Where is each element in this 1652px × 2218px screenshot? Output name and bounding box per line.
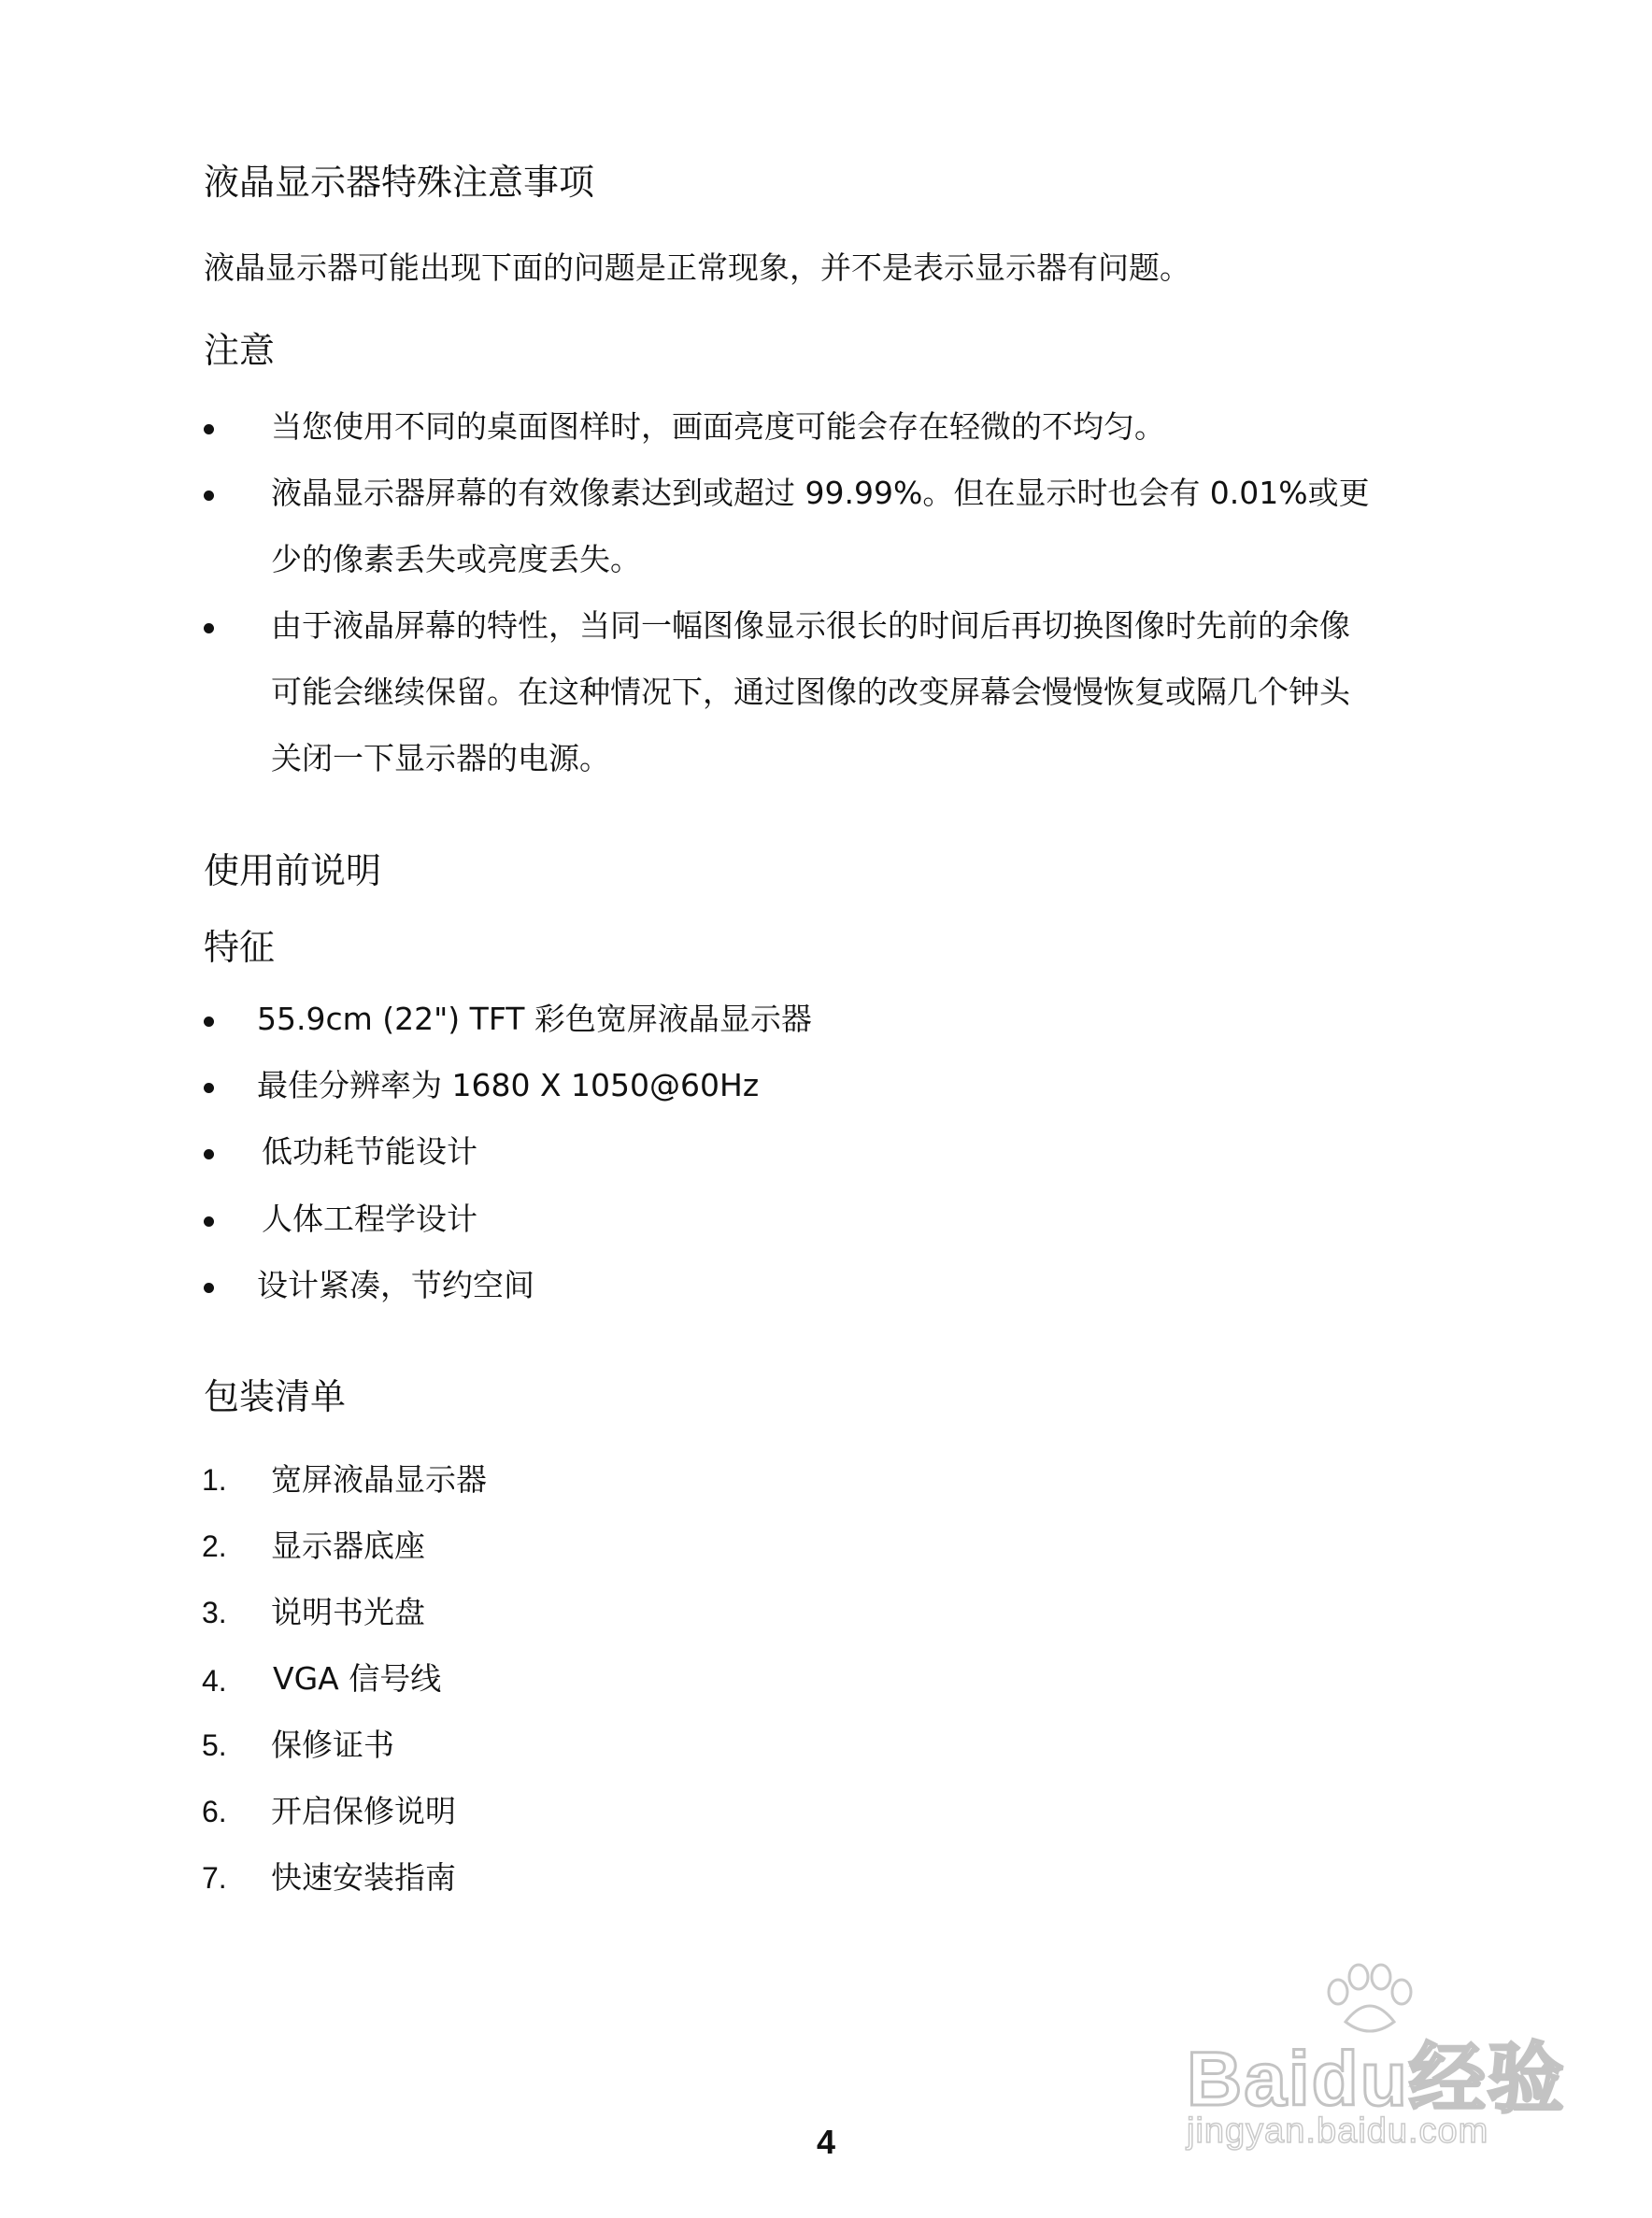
caution-item-3-line-2: 可能会继续保留。在这种情况下，通过图像的改变屏幕会慢慢恢复或隔几个钟头 [271, 674, 1350, 710]
bullet-dot [204, 623, 214, 633]
feature-item-5: 设计紧凑，节约空间 [257, 1267, 534, 1303]
package-item-text: 宽屏液晶显示器 [271, 1461, 487, 1498]
bullet-dot [204, 1216, 214, 1227]
bullet-dot [204, 1083, 214, 1093]
bullet-dot [204, 491, 214, 501]
package-item-number: 7. [202, 1861, 227, 1895]
caution-item-2-line-1: 液晶显示器屏幕的有效像素达到或超过 99.99%。但在显示时也会有 0.01%或更 [271, 475, 1370, 511]
caution-item-3-line-1: 由于液晶屏幕的特性，当同一幅图像显示很长的时间后再切换图像时先前的余像 [271, 607, 1350, 644]
watermark-url: jingyan.baidu.com [1187, 2111, 1489, 2151]
feature-item-4: 人体工程学设计 [262, 1201, 477, 1237]
package-item-text: 保修证书 [271, 1727, 394, 1763]
package-item-text: 说明书光盘 [271, 1594, 425, 1630]
section-title-package: 包装清单 [204, 1376, 347, 1417]
bullet-dot [204, 1017, 214, 1027]
feature-item-2: 最佳分辨率为 1680 X 1050@60Hz [257, 1067, 760, 1103]
package-item-number: 2. [202, 1529, 227, 1563]
caution-item-1-line-1: 当您使用不同的桌面图样时，画面亮度可能会存在轻微的不均匀。 [271, 408, 1165, 445]
package-item-text: 快速安装指南 [271, 1859, 456, 1896]
feature-item-1: 55.9cm (22") TFT 彩色宽屏液晶显示器 [257, 1001, 812, 1037]
bullet-dot [204, 424, 214, 434]
lcd-notice-intro: 液晶显示器可能出现下面的问题是正常现象，并不是表示显示器有问题。 [204, 249, 1190, 286]
package-item-text: VGA 信号线 [273, 1660, 442, 1697]
baidu-jingyan-watermark [1187, 1962, 1579, 2151]
section-title-before-use: 使用前说明 [204, 850, 382, 891]
package-item-number: 6. [202, 1795, 227, 1828]
section-title-features: 特征 [204, 927, 276, 968]
page-number: 4 [817, 2123, 836, 2161]
package-item-text: 显示器底座 [271, 1528, 425, 1564]
caution-item-2-line-2: 少的像素丢失或亮度丢失。 [271, 541, 641, 577]
caution-item-3-line-3: 关闭一下显示器的电源。 [271, 740, 610, 776]
package-item-number: 5. [202, 1728, 227, 1762]
watermark-logo-text: Baidu经验 [1187, 2037, 1566, 2122]
section-title-caution: 注意 [204, 330, 276, 371]
bullet-dot [204, 1283, 214, 1293]
package-item-number: 4. [202, 1664, 227, 1698]
feature-item-3: 低功耗节能设计 [262, 1133, 477, 1170]
package-item-number: 3. [202, 1596, 227, 1629]
section-title-lcd-notice: 液晶显示器特殊注意事项 [204, 162, 595, 203]
package-item-text: 开启保修说明 [271, 1793, 456, 1829]
package-item-number: 1. [202, 1463, 227, 1497]
bullet-dot [204, 1149, 214, 1159]
